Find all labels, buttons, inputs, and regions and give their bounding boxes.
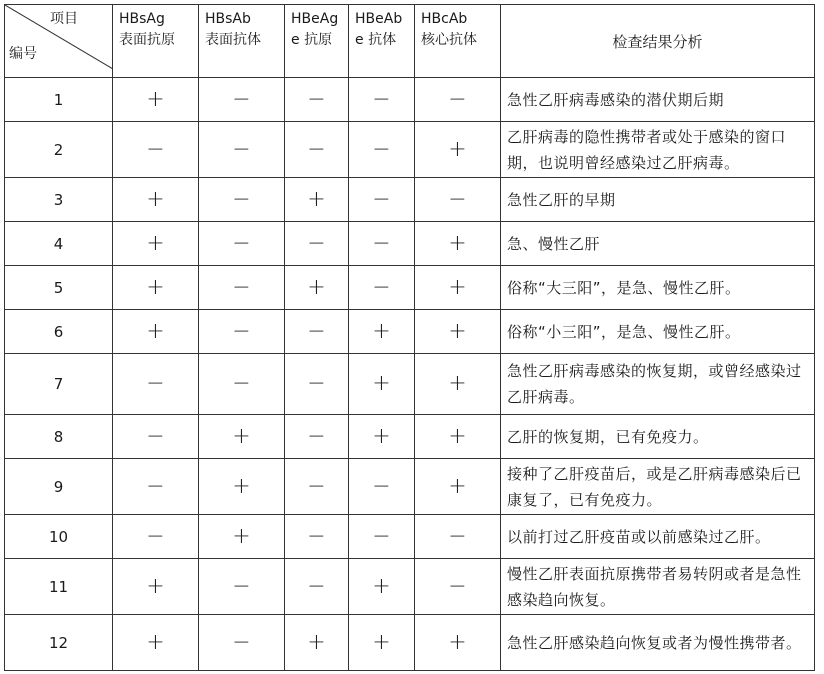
result-symbol: +	[113, 178, 199, 222]
row-number: 3	[5, 178, 113, 222]
column-code: HBeAg	[291, 11, 339, 27]
column-code: HBsAb	[205, 11, 251, 27]
result-symbol: −	[415, 78, 501, 122]
row-number: 9	[5, 459, 113, 515]
result-symbol: −	[285, 415, 349, 459]
column-code: HBcAb	[421, 11, 468, 27]
result-symbol: −	[113, 354, 199, 415]
corner-header-cell	[5, 5, 113, 78]
result-symbol: +	[285, 615, 349, 671]
result-symbol: +	[113, 559, 199, 615]
result-symbol: −	[113, 415, 199, 459]
header-row	[5, 5, 815, 78]
result-symbol: −	[199, 354, 285, 415]
result-symbol: −	[285, 515, 349, 559]
column-code: HBsAg	[119, 11, 165, 27]
result-symbol: +	[415, 222, 501, 266]
result-symbol: −	[415, 178, 501, 222]
row-number: 7	[5, 354, 113, 415]
result-symbol: −	[113, 122, 199, 178]
result-symbol: −	[113, 459, 199, 515]
result-symbol: −	[199, 78, 285, 122]
column-name: e 抗体	[355, 32, 397, 48]
result-symbol: −	[285, 354, 349, 415]
column-name: e 抗原	[291, 32, 333, 48]
column-header-hbsag	[113, 5, 199, 78]
result-symbol: −	[285, 122, 349, 178]
result-symbol: +	[415, 310, 501, 354]
result-symbol: −	[349, 266, 415, 310]
result-symbol: −	[199, 615, 285, 671]
result-symbol: −	[349, 122, 415, 178]
result-symbol: +	[113, 222, 199, 266]
result-symbol: −	[199, 122, 285, 178]
table-row	[5, 354, 815, 415]
result-symbol: −	[199, 222, 285, 266]
result-symbol: −	[199, 559, 285, 615]
table-row	[5, 515, 815, 559]
result-symbol: +	[199, 459, 285, 515]
result-analysis: 乙肝的恢复期，已有免疫力。	[501, 415, 815, 459]
result-symbol: +	[199, 515, 285, 559]
result-symbol: +	[349, 310, 415, 354]
row-number: 10	[5, 515, 113, 559]
result-symbol: +	[199, 415, 285, 459]
row-number: 11	[5, 559, 113, 615]
result-analysis: 俗称“小三阳”，是急、慢性乙肝。	[501, 310, 815, 354]
table-body	[5, 78, 815, 671]
result-symbol: −	[113, 515, 199, 559]
table-row	[5, 559, 815, 615]
column-name: 核心抗体	[421, 32, 477, 48]
result-symbol: +	[415, 615, 501, 671]
table-row	[5, 78, 815, 122]
result-analysis: 以前打过乙肝疫苗或以前感染过乙肝。	[501, 515, 815, 559]
result-symbol: +	[415, 122, 501, 178]
result-symbol: +	[285, 178, 349, 222]
table-row	[5, 415, 815, 459]
result-symbol: −	[349, 515, 415, 559]
result-symbol: −	[199, 178, 285, 222]
result-symbol: −	[415, 559, 501, 615]
result-symbol: −	[285, 459, 349, 515]
result-analysis: 俗称“大三阳”，是急、慢性乙肝。	[501, 266, 815, 310]
result-analysis: 急性乙肝感染趋向恢复或者为慢性携带者。	[501, 615, 815, 671]
result-analysis: 急性乙肝的早期	[501, 178, 815, 222]
result-symbol: −	[285, 78, 349, 122]
result-symbol: +	[415, 415, 501, 459]
column-header-hbcab	[415, 5, 501, 78]
result-symbol: +	[415, 354, 501, 415]
column-name: 表面抗体	[205, 32, 261, 48]
result-analysis: 慢性乙肝表面抗原携带者易转阴或者是急性感染趋向恢复。	[501, 559, 815, 615]
result-symbol: +	[285, 266, 349, 310]
table-row	[5, 122, 815, 178]
table-row	[5, 178, 815, 222]
column-header-analysis: 检查结果分析	[501, 5, 815, 78]
row-number: 8	[5, 415, 113, 459]
column-header-hbeag	[285, 5, 349, 78]
table-row	[5, 310, 815, 354]
row-number: 6	[5, 310, 113, 354]
row-number: 5	[5, 266, 113, 310]
corner-label-number: 编号	[9, 46, 37, 62]
table-row	[5, 615, 815, 671]
result-symbol: −	[415, 515, 501, 559]
row-number: 12	[5, 615, 113, 671]
result-symbol: −	[285, 310, 349, 354]
result-symbol: +	[349, 615, 415, 671]
result-symbol: +	[349, 354, 415, 415]
table-row	[5, 459, 815, 515]
result-symbol: −	[285, 222, 349, 266]
result-analysis: 急、慢性乙肝	[501, 222, 815, 266]
row-number: 1	[5, 78, 113, 122]
result-symbol: −	[349, 222, 415, 266]
column-name: 表面抗原	[119, 32, 175, 48]
result-symbol: −	[199, 266, 285, 310]
column-code: HBeAb	[355, 11, 403, 27]
column-header-hbeab	[349, 5, 415, 78]
result-symbol: −	[285, 559, 349, 615]
column-header-hbsab	[199, 5, 285, 78]
result-symbol: −	[199, 310, 285, 354]
corner-label-item: 项目	[50, 11, 78, 27]
row-number: 2	[5, 122, 113, 178]
result-analysis: 接种了乙肝疫苗后，或是乙肝病毒感染后已康复了，已有免疫力。	[501, 459, 815, 515]
result-symbol: +	[113, 310, 199, 354]
result-symbol: +	[415, 459, 501, 515]
hepatitis-b-results-table	[4, 4, 815, 671]
result-analysis: 乙肝病毒的隐性携带者或处于感染的窗口期，也说明曾经感染过乙肝病毒。	[501, 122, 815, 178]
result-symbol: −	[349, 459, 415, 515]
result-symbol: +	[113, 615, 199, 671]
result-symbol: −	[349, 178, 415, 222]
row-number: 4	[5, 222, 113, 266]
result-symbol: +	[349, 559, 415, 615]
result-analysis: 急性乙肝病毒感染的恢复期，或曾经感染过乙肝病毒。	[501, 354, 815, 415]
result-symbol: +	[415, 266, 501, 310]
table-row	[5, 266, 815, 310]
result-symbol: +	[113, 266, 199, 310]
result-symbol: +	[349, 415, 415, 459]
table-row	[5, 222, 815, 266]
result-symbol: +	[113, 78, 199, 122]
result-analysis: 急性乙肝病毒感染的潜伏期后期	[501, 78, 815, 122]
result-symbol: −	[349, 78, 415, 122]
